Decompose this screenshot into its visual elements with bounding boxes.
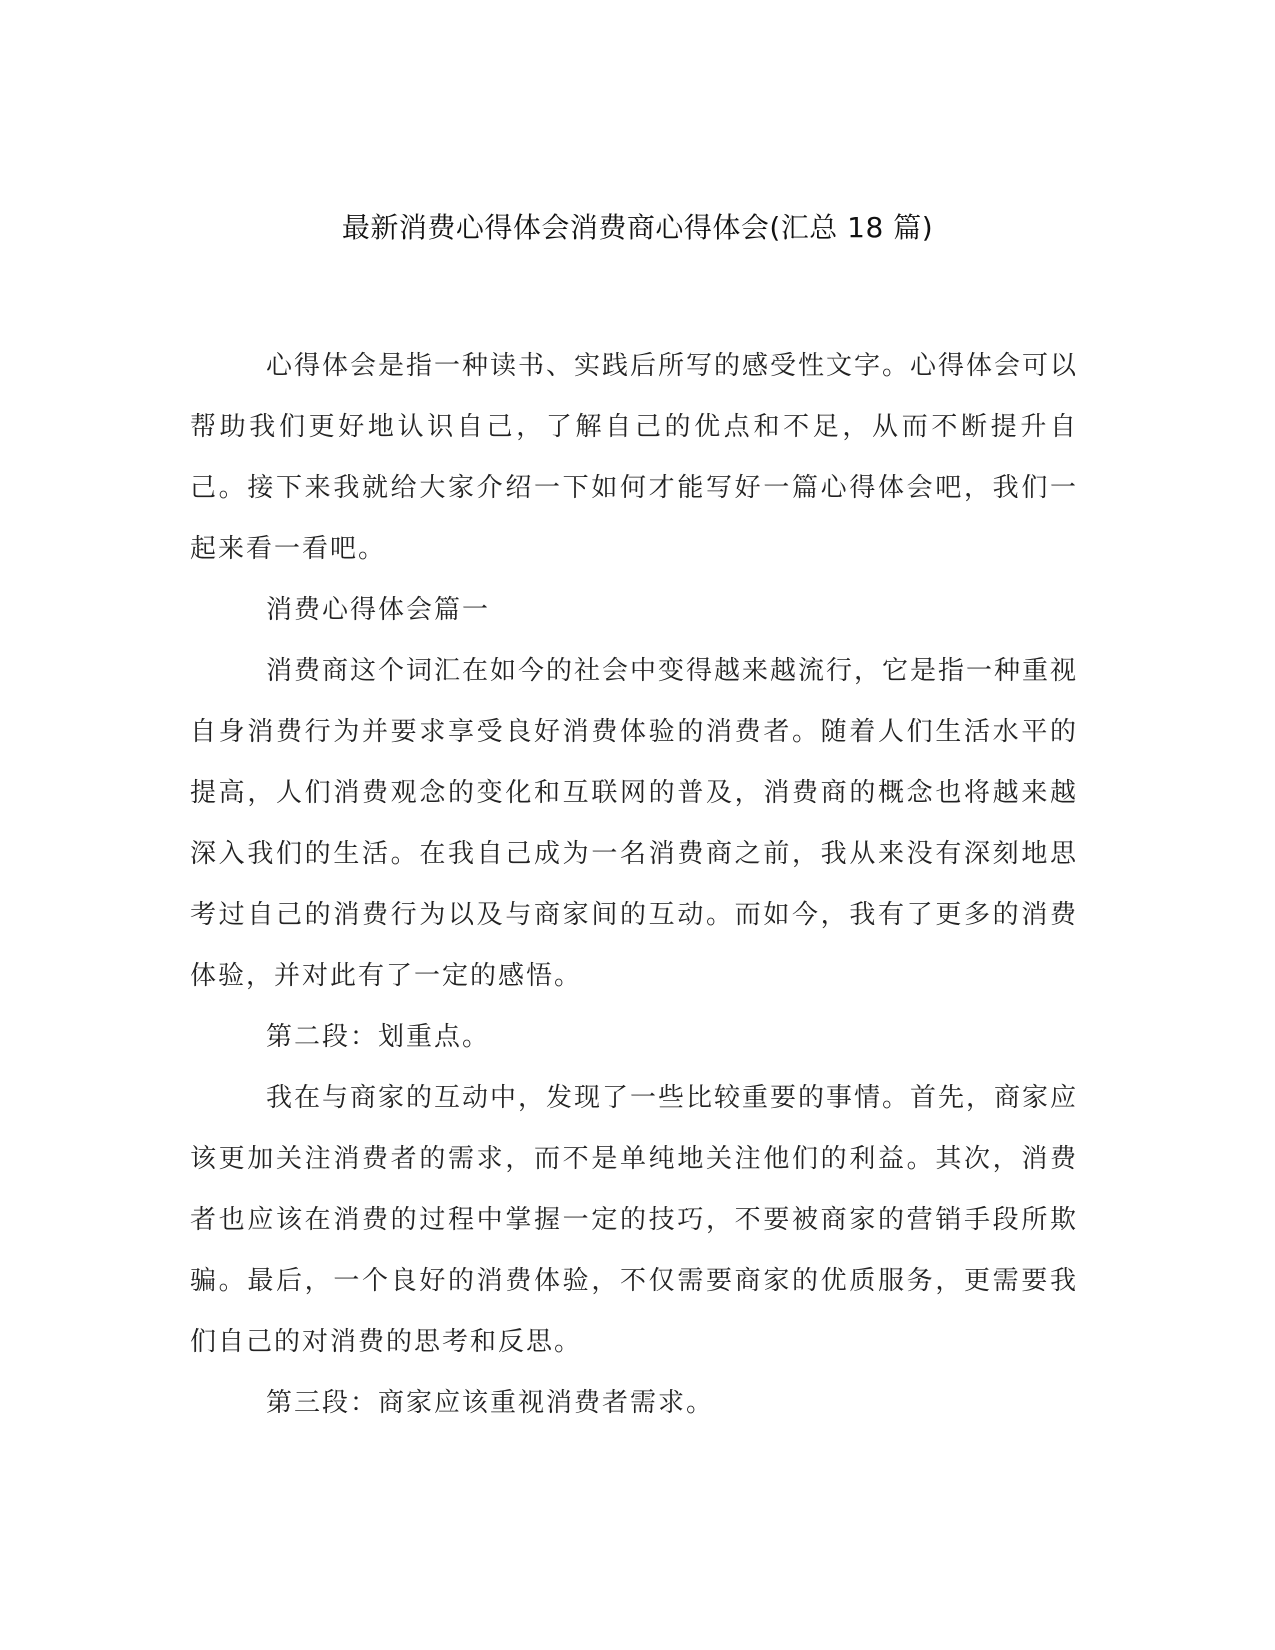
- body-paragraph: 我在与商家的互动中，发现了一些比较重要的事情。首先，商家应该更加关注消费者的需求，而不是单纯地关注他们的利益。其次，消费者也应该在消费的过程中掌握一定的技巧，不要被商家的营销手段所欺骗。最后，一个良好的消费体验，不仅需要商家的优质服务，更需要我们自己的对消费的思考和反思。: [190, 1083, 1079, 1357]
- document-title: 最新消费心得体会消费商心得体会(汇总 18 篇): [341, 211, 934, 244]
- body-paragraph: 消费商这个词汇在如今的社会中变得越来越流行，它是指一种重视自身消费行为并要求享受良好消费体验的消费者。随着人们生活水平的提高，人们消费观念的变化和互联网的普及，消费商的概念也将越来越深入我们的生活。在我自己成为一名消费商之前，我从来没有深刻地思考过自己的消费行为以及与商家间的互动。而如今，我有了更多的消费体验，并对此有了一定的感悟。: [190, 656, 1079, 991]
- section-heading-part-one: 消费心得体会篇一: [266, 595, 491, 625]
- section-heading-third: 第三段：商家应该重视消费者需求。: [266, 1388, 715, 1418]
- document-body: [190, 336, 1078, 1434]
- section-heading-second: 第二段：划重点。: [266, 1022, 491, 1052]
- intro-paragraph: 心得体会是指一种读书、实践后所写的感受性文字。心得体会可以帮助我们更好地认识自己，了解自己的优点和不足，从而不断提升自己。接下来我就给大家介绍一下如何才能写好一篇心得体会吧，我们一起来看一看吧。: [190, 351, 1079, 564]
